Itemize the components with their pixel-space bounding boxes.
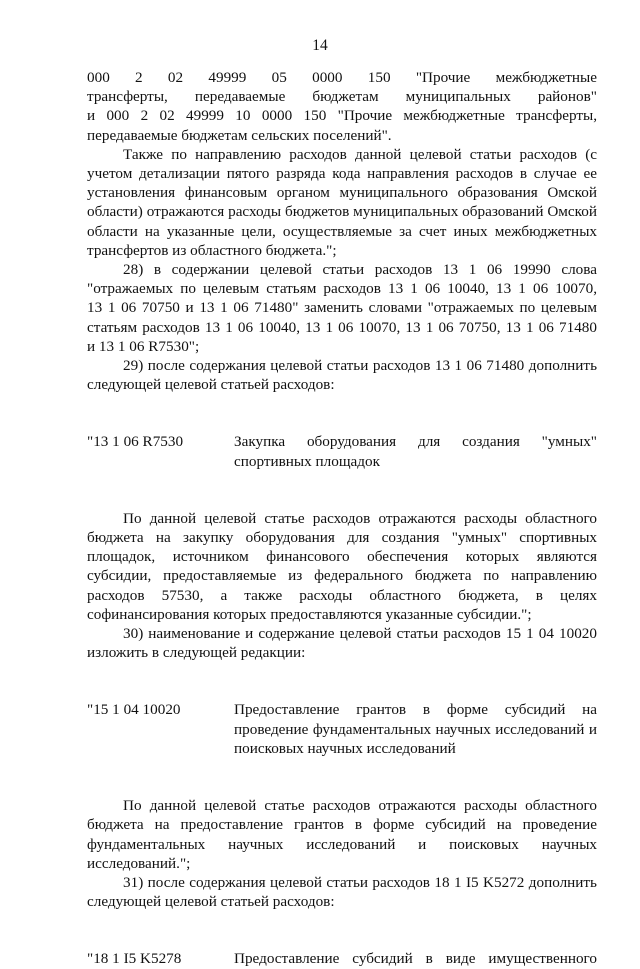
paragraph-budget-codes — [87, 68, 597, 145]
text-line: 000 2 02 49999 05 0000 150 "Прочие межбюджетные — [87, 69, 597, 86]
budget-entry-description — [234, 432, 597, 470]
text-line: 28) в содержании целевой статьи расходов 13 1 06 19990 слова — [123, 261, 597, 279]
spacer — [87, 471, 597, 509]
text-line: следующей целевой статьей расходов: — [87, 893, 335, 911]
text-line: площадок, источником финансового обеспечения которых являются — [87, 548, 597, 566]
text-line: области) отражаются расходы бюджетов муниципальных образований Омской — [87, 203, 597, 221]
text-line: следующей целевой статьей расходов: — [87, 376, 335, 394]
spacer — [87, 662, 597, 700]
text-line: 30) наименование и содержание целевой статьи расходов 15 1 04 10020 — [123, 625, 597, 643]
text-line: изложить в следующей редакции: — [87, 644, 306, 662]
text-line: поисковых научных исследований — [234, 739, 456, 757]
text-line: области на указанные цели, осуществляемые за счет иных межбюджетных — [87, 222, 597, 240]
text-line: и 13 1 06 R7530"; — [87, 337, 200, 355]
budget-entry-15-1-04-10020 — [87, 700, 597, 758]
text-line: фундаментальных научных исследований и поисковых научных — [87, 835, 597, 853]
text-line: учетом детализации пятого разряда кода направления расходов в случае ее — [87, 165, 597, 183]
text-line: Закупка оборудования для создания "умных" — [234, 433, 597, 451]
paragraph-grants — [87, 796, 597, 873]
text-line: передаваемые бюджетам сельских поселений". — [87, 126, 392, 144]
paragraph-also-direction — [87, 145, 597, 260]
spacer — [87, 758, 597, 796]
text-line: По данной целевой статье расходов отражаются расходы областного — [123, 509, 597, 527]
text-line: расходов 57530, а также расходы областного бюджета, в целях — [87, 586, 597, 604]
text-line: Предоставление грантов в форме субсидий на — [234, 701, 597, 719]
budget-entry-description — [234, 949, 597, 968]
text-line: 31) после содержания целевой статьи расходов 18 1 I5 K5272 дополнить — [123, 873, 597, 891]
paragraph-smart-sports — [87, 509, 597, 624]
paragraph-item-30 — [87, 624, 597, 662]
budget-entry-18-1-i5-k5278 — [87, 949, 597, 968]
text-line: и 000 2 02 49999 10 0000 150 "Прочие межбюджетные трансферты, — [87, 107, 597, 125]
text-line: бюджета на предоставление грантов в форме субсидий на проведение — [87, 816, 597, 834]
text-line: По данной целевой статье расходов отражаются расходы областного — [123, 797, 597, 815]
spacer — [87, 911, 597, 949]
text-line: трансферты, передаваемые бюджетам муниципальных районов" — [87, 88, 597, 106]
text-line: установления финансовым органом муниципального образования Омской — [87, 184, 597, 202]
text-line: субсидии, предоставляемые из федерального бюджета по направлению — [87, 567, 597, 585]
text-line: проведение фундаментальных научных исследований и — [234, 720, 597, 738]
text-line: "отражаемых по целевым статьям расходов 13 1 06 10040, 13 1 06 10070, — [87, 280, 597, 298]
text-line: бюджета на закупку оборудования для создания "умных" спортивных — [87, 529, 597, 547]
text-line: статьям расходов 13 1 06 10040, 13 1 06 10070, 13 1 06 70750, 13 1 06 71480 — [87, 318, 597, 336]
budget-code: "15 1 04 10020 — [87, 701, 181, 719]
text-line: спортивных площадок — [234, 452, 380, 470]
document-body — [87, 68, 597, 969]
page-number: 14 — [312, 37, 328, 54]
text-line: Предоставление субсидий в виде имущественного — [234, 950, 597, 968]
spacer — [87, 394, 597, 432]
text-line: Также по направлению расходов данной целевой статьи расходов (с — [123, 145, 597, 163]
paragraph-item-29 — [87, 356, 597, 394]
budget-entry-description — [234, 700, 597, 758]
text-line: исследований."; — [87, 854, 191, 872]
text-line: 13 1 06 70750 и 13 1 06 71480" заменить словами "отражаемых по целевым — [87, 299, 597, 317]
text-line: софинансирования которых предоставляются указанные субсидии."; — [87, 605, 532, 623]
text-line: 29) после содержания целевой статьи расходов 13 1 06 71480 дополнить — [123, 357, 597, 375]
text-line: трансфертов из областного бюджета."; — [87, 241, 337, 259]
paragraph-item-28 — [87, 260, 597, 356]
budget-code: "18 1 I5 K5278 — [87, 950, 182, 968]
budget-code: "13 1 06 R7530 — [87, 433, 184, 451]
paragraph-item-31 — [87, 873, 597, 911]
budget-entry-13-1-06-r7530 — [87, 432, 597, 470]
